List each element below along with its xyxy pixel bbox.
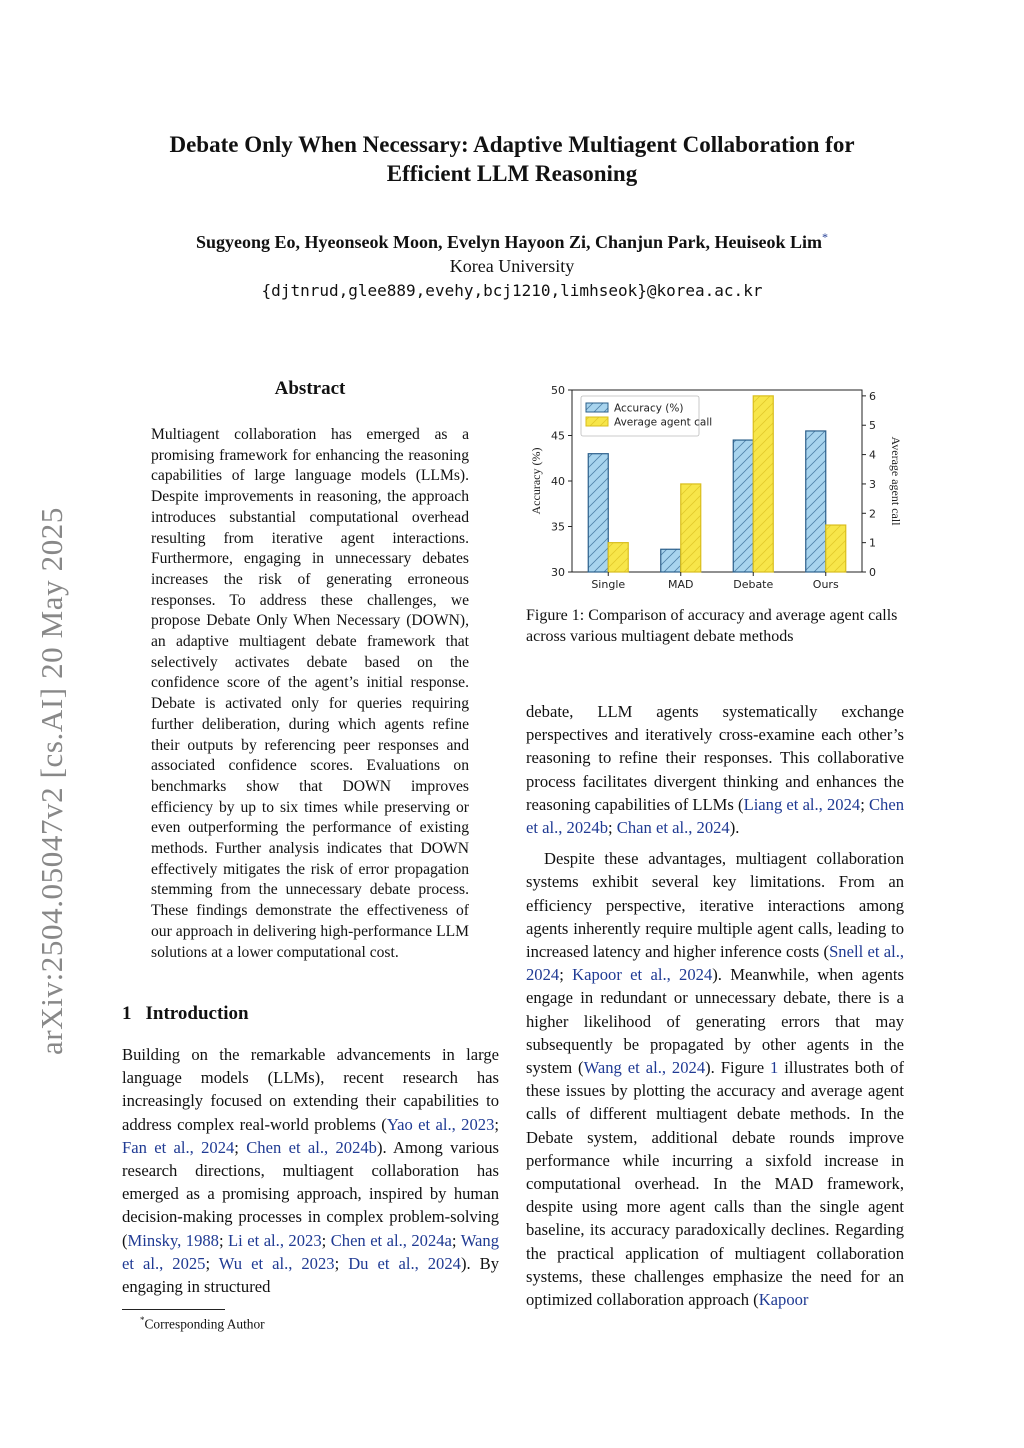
y-right-tick-label: 5	[869, 419, 876, 433]
citation-kapoor-2024[interactable]: Kapoor et al., 2024	[572, 965, 713, 985]
text-run: ;	[321, 1230, 331, 1250]
y-axis-label: Accuracy (%)	[529, 447, 543, 515]
paper-title	[100, 130, 924, 188]
text-run: ;	[218, 1230, 229, 1250]
text-run: ;	[234, 1137, 247, 1157]
y-right-axis-label: Average agent call	[889, 436, 903, 526]
text-run: illustrates both of these issues by plotting the accuracy and average agent calls of different multiagent debate methods. In the Debate system, additional debate rounds improve performance while incurring a sixfold increase in computational overhead. In the MAD framework, despite using more agent calls than the single agent baseline, its accuracy paradoxically declines. Regarding the practical application of multiagent collaboration systems, these challenges emphasize the need for an optimized collaboration approach (	[526, 1058, 904, 1310]
abstract-text: Multiagent collaboration has emerged as a promising framework for enhancing the reasoning capabilities of large language models (LLMs). Despite improvements in reasoning, the approach introduces substantial computational overhead resulting from iterative agent interactions. Furthermore, engaging in unnecessary debates increases the risk of generating erroneous responses. To address these challenges, we propose Debate Only When Necessary (DOWN), an adaptive multiagent debate framework that selectively activates debate based on the confidence score of the agent’s initial response. Debate is activated only for queries requiring further deliberation, during which agents refine their outputs by referencing peer responses and associated confidence scores. Evaluations on benchmarks show that DOWN improves efficiency by up to six times while preserving or even outperforming the performance of existing methods. Further analysis indicates that DOWN effectively mitigates the risk of error propagation stemming from the unnecessary debate process. These findings demonstrate the effectiveness of our approach in delivering high-performance LLM solutions at a lower computational cost.	[151, 426, 469, 961]
y-right-tick-label: 6	[869, 389, 876, 403]
bar-accuracy-single	[588, 454, 608, 572]
citation-kapoor[interactable]: Kapoor	[758, 1290, 809, 1310]
text-run: Despite these advantages, multiagent collaboration systems exhibit several key limitations. From an efficiency perspective, iterative interactions among agents inherently require multiple agent calls, leading to increased latency and higher inference costs (	[526, 849, 904, 962]
y-right-tick-label: 4	[869, 448, 876, 462]
citation-li-2023[interactable]: Li et al., 2023	[228, 1230, 322, 1250]
citation-chan-2024[interactable]: Chan et al., 2024	[616, 818, 730, 838]
intro-paragraph-2	[526, 700, 904, 839]
y-tick-label: 35	[551, 520, 565, 534]
citation-minsky-1988[interactable]: Minsky, 1988	[127, 1230, 219, 1250]
text-run: ;	[559, 965, 573, 985]
text-run: ).	[729, 818, 740, 838]
y-right-tick-label: 2	[869, 507, 876, 521]
legend-swatch	[586, 403, 608, 412]
text-run: ;	[494, 1114, 499, 1134]
x-tick-label: Ours	[812, 578, 839, 591]
bar-accuracy-debate	[733, 440, 753, 572]
y-tick-label: 40	[551, 475, 565, 488]
text-run: ). Meanwhile, when agents engage in redundant or unnecessary debate, there is a higher likelihood of generating errors that may subsequently be propagated by other agents in the system (	[526, 965, 904, 1078]
text-run: ). By engaging in structured	[122, 1253, 499, 1297]
citation-du-2024[interactable]: Du et al., 2024	[348, 1253, 461, 1273]
bar-agent-call-ours	[826, 525, 846, 572]
section-title: Introduction	[145, 1003, 249, 1024]
affiliation: Korea University	[449, 256, 575, 276]
text-run: ;	[334, 1253, 349, 1273]
footnote	[140, 1315, 265, 1332]
x-tick-label: MAD	[668, 578, 694, 591]
legend-swatch	[586, 417, 608, 426]
citation-chen-2024a[interactable]: Chen et al., 2024a	[330, 1230, 452, 1250]
legend-label: Average agent call	[614, 416, 713, 429]
bar-agent-call-single	[608, 543, 628, 572]
author-names: Sugyeong Eo, Hyeonseok Moon, Evelyn Hayoon Zi, Chanjun Park, Heuiseok Lim	[195, 232, 823, 252]
intro-right-column	[526, 700, 904, 1311]
text-run: ;	[205, 1253, 219, 1273]
bar-accuracy-mad	[661, 549, 681, 572]
x-tick-label: Debate	[733, 578, 774, 591]
footnote-rule	[122, 1309, 225, 1310]
author-email: {djtnrud,glee889,evehy,bcj1210,limhseok}@korea.ac.kr	[261, 281, 763, 300]
legend-label: Accuracy (%)	[614, 402, 684, 415]
x-tick-label: Single	[591, 578, 626, 591]
y-tick-label: 45	[551, 429, 565, 443]
citation-chen-2024b[interactable]: Chen et al., 2024b	[526, 794, 904, 838]
text-run: ). Among various research directions, multiagent collaboration has emerged as a promising approach, inspired by human decision-making processes in complex problem-solving (	[122, 1137, 499, 1250]
text-run: Building on the remarkable advancements in large language models (LLMs), recent research has increasingly focused on extending their capabilities to address complex real-world problems (	[122, 1045, 499, 1134]
section-heading-introduction	[122, 1003, 249, 1025]
y-right-tick-label: 1	[869, 536, 876, 550]
footnote-mark: *	[140, 1315, 145, 1325]
citation-fan-2024[interactable]: Fan et al., 2024	[122, 1137, 235, 1157]
figure-1-chart	[526, 380, 904, 595]
citation-wang-2025[interactable]: Wang et al., 2025	[122, 1230, 499, 1273]
citation-wu-2023[interactable]: Wu et al., 2023	[218, 1253, 335, 1273]
intro-paragraph-3	[526, 847, 904, 1311]
text-run: ;	[860, 794, 869, 814]
citation-liang-2024[interactable]: Liang et al., 2024	[743, 794, 861, 814]
y-right-tick-label: 3	[869, 477, 876, 491]
citation-chen-2024b[interactable]: Chen et al., 2024b	[246, 1137, 377, 1157]
y-right-tick-label: 0	[869, 566, 876, 579]
author-list	[60, 230, 964, 253]
bar-agent-call-debate	[753, 396, 773, 572]
citation-wang-2024[interactable]: Wang et al., 2024	[583, 1058, 706, 1078]
text-run: ;	[451, 1230, 461, 1250]
citation-yao-2023[interactable]: Yao et al., 2023	[386, 1114, 495, 1134]
section-number: 1	[122, 1003, 132, 1024]
figure-1-caption: Figure 1: Comparison of accuracy and average agent calls across various multiagent debate methods	[526, 607, 898, 645]
bar-accuracy-ours	[806, 431, 826, 572]
footnote-text: Corresponding Author	[144, 1316, 265, 1332]
abstract-heading: Abstract	[274, 378, 346, 399]
figure-1-reference[interactable]: 1	[770, 1058, 779, 1078]
intro-paragraph-1	[122, 1043, 499, 1298]
title-line-2: Efficient LLM Reasoning	[386, 161, 638, 186]
corresponding-mark: *	[822, 230, 829, 244]
intro-left-column	[122, 1043, 499, 1298]
text-run: debate, LLM agents systematically exchange perspectives and iteratively cross-examine each other’s reasoning to refine their responses. This collaborative process facilitates divergent thinking and enhances the reasoning capabilities of LLMs (	[526, 702, 904, 814]
text-run: ;	[608, 818, 617, 838]
y-tick-label: 30	[551, 566, 565, 579]
bar-agent-call-mad	[681, 484, 701, 572]
citation-snell-2024[interactable]: Snell et al., 2024	[526, 942, 904, 985]
y-tick-label: 50	[551, 384, 565, 397]
text-run: ). Figure	[705, 1058, 771, 1078]
arxiv-identifier: arXiv:2504.05047v2 [cs.AI] 20 May 2025	[34, 507, 69, 1055]
title-line-1: Debate Only When Necessary: Adaptive Multiagent Collaboration for	[169, 132, 855, 157]
